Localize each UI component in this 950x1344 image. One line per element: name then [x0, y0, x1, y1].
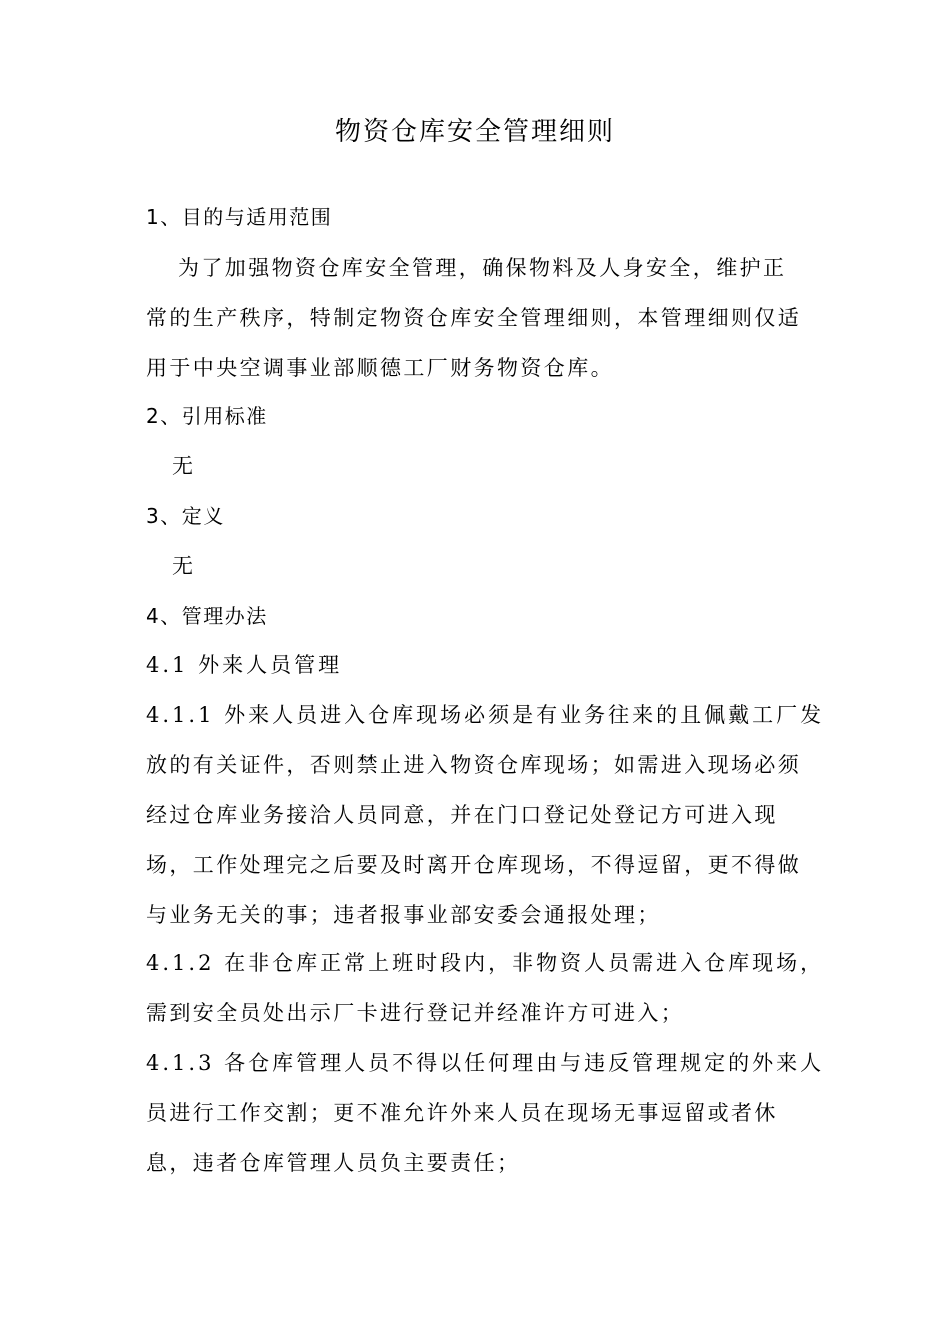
section-4-heading: 4、管理办法: [146, 604, 268, 628]
section-1-heading: 1、目的与适用范围: [146, 205, 333, 229]
section-1-paragraph-line-1: 为了加强物资仓库安全管理，确保物料及人身安全，维护正: [178, 256, 787, 280]
section-1-paragraph-line-2: 常的生产秩序，特制定物资仓库安全管理细则，本管理细则仅适: [146, 306, 802, 330]
clause-4-1-1-line-3: 经过仓库业务接洽人员同意，并在门口登记处登记方可进入现: [146, 803, 778, 827]
section-2-body: 无: [172, 454, 196, 478]
clause-4-1-1-line-5: 与业务无关的事；违者报事业部安委会通报处理；: [146, 903, 661, 927]
clause-4-1-3-line-1: 4.1.3 各仓库管理人员不得以任何理由与违反管理规定的外来人: [146, 1051, 825, 1075]
section-1-paragraph-line-3: 用于中央空调事业部顺德工厂财务物资仓库。: [146, 356, 614, 380]
clause-4-1-2-line-1: 4.1.2 在非仓库正常上班时段内，非物资人员需进入仓库现场，: [146, 951, 825, 975]
clause-4-1-3-line-3: 息，违者仓库管理人员负主要责任；: [146, 1151, 521, 1175]
section-3-body: 无: [172, 554, 196, 578]
section-3-heading: 3、定义: [146, 504, 225, 528]
clause-4-1-1-line-4: 场，工作处理完之后要及时离开仓库现场，不得逗留，更不得做: [146, 853, 802, 877]
document-title: 物资仓库安全管理细则: [334, 117, 615, 147]
subsection-4-1-heading: 4.1 外来人员管理: [146, 653, 343, 677]
clause-4-1-2-line-2: 需到安全员处出示厂卡进行登记并经准许方可进入；: [146, 1001, 685, 1025]
section-2-heading: 2、引用标准: [146, 404, 268, 428]
clause-4-1-3-line-2: 员进行工作交割；更不准允许外来人员在现场无事逗留或者休: [146, 1101, 778, 1125]
clause-4-1-1-line-2: 放的有关证件，否则禁止进入物资仓库现场；如需进入现场必须: [146, 753, 802, 777]
clause-4-1-1-line-1: 4.1.1 外来人员进入仓库现场必须是有业务往来的且佩戴工厂发: [146, 703, 825, 727]
